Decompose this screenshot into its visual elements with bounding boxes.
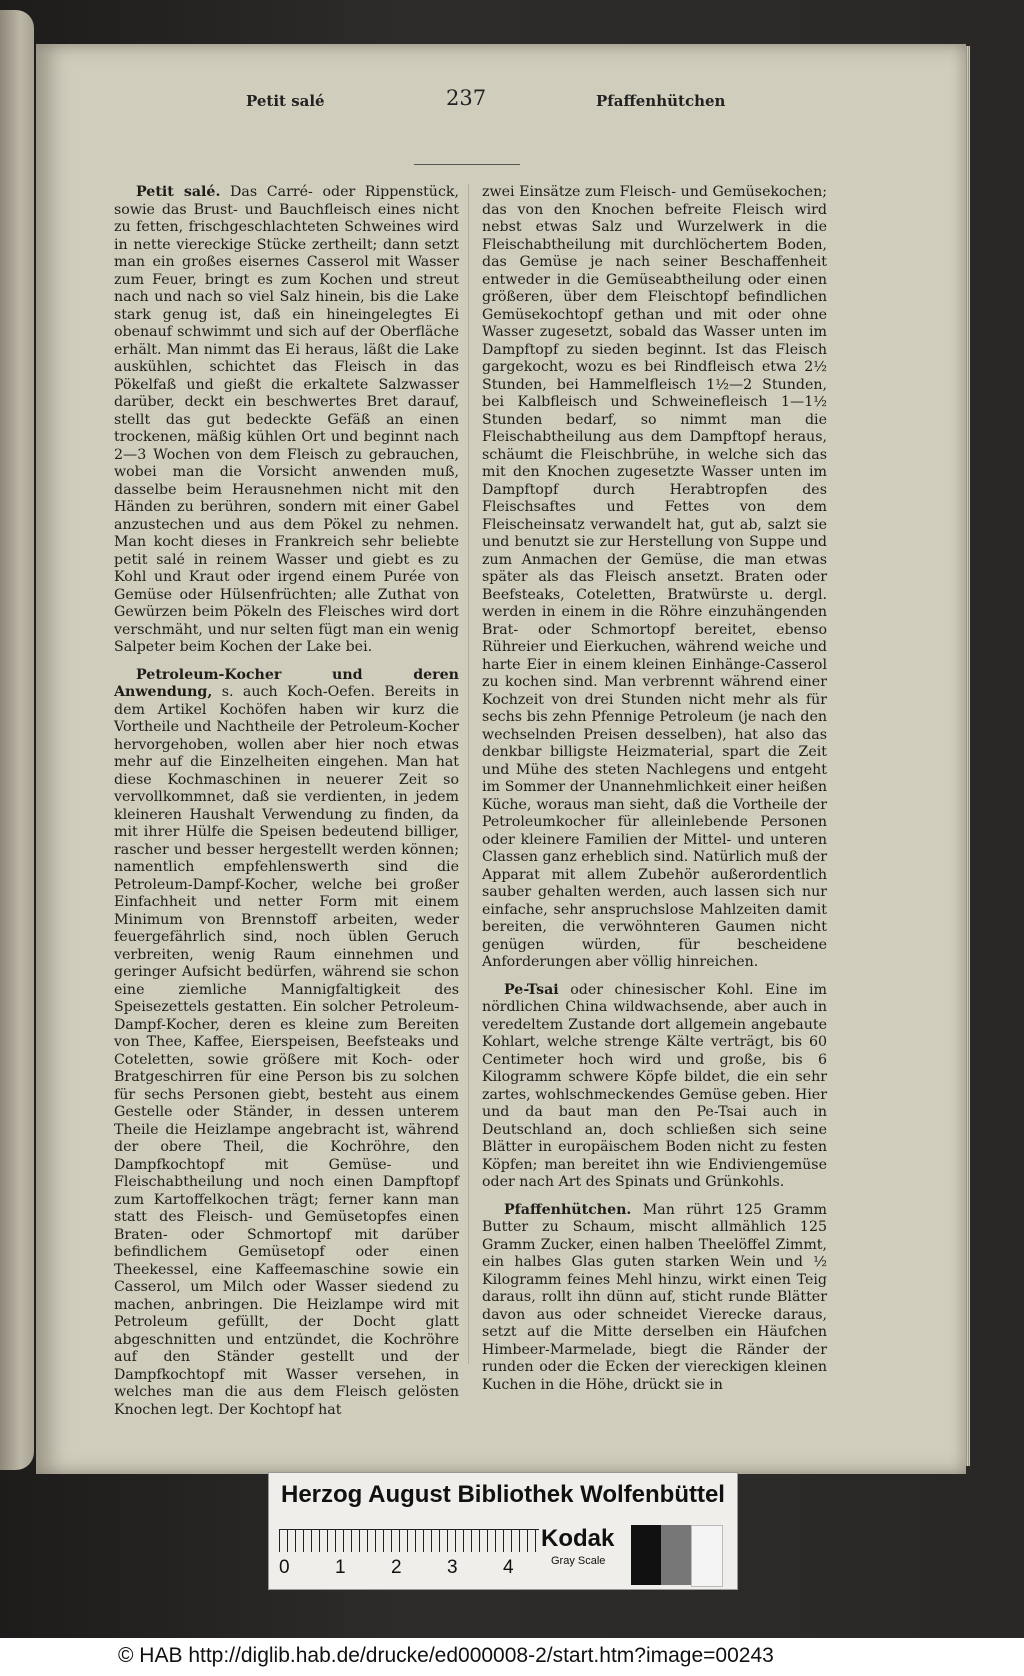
ruler-number: 0: [279, 1557, 290, 1578]
library-name: Herzog August Bibliothek Wolfenbüttel: [281, 1481, 725, 1508]
gray-patch-white: [691, 1525, 723, 1587]
entry-pfaffenhuetchen: [482, 1202, 827, 1395]
running-head-right: Pfaffenhütchen: [596, 92, 726, 110]
header-rule: [414, 164, 520, 165]
entry-petroleum-kocher: [114, 667, 459, 1420]
footer-bar: [0, 1638, 1024, 1676]
ruler-number: 1: [335, 1557, 346, 1578]
entry-pe-tsai: [482, 982, 827, 1192]
entry-continuation: [482, 184, 827, 972]
headword: Pe-Tsai: [504, 981, 559, 998]
headword: Pfaffenhütchen.: [504, 1201, 632, 1218]
book-page: [36, 44, 966, 1474]
page-number: 237: [446, 86, 487, 110]
entry-text: s. auch Koch-Oefen. Bereits in dem Artikel Kochöfen haben wir kurz die Vortheile und Nachtheile der Petroleum-Kocher hervorgehoben, wollen aber hier noch etwas mehr auf die Einzelheiten eingehen. Man hat diese Kochmaschinen in neuerer Zeit so vervollkommnet, daß sie verdienten, in jedem kleineren Haushalt Verwendung zu finden, da mit ihrer Hülfe die Speisen bedeutend billiger, rascher und besser hergestellt werden können; namentlich empfehlenswerth sind die Petroleum-Dampf-Kocher, welche bei großer Einfachheit und netter Form mit einem Minimum von Brennstoff arbeiten, weder feuergefährlich sind, noch üblen Geruch verbreiten, wenig Raum einnehmen und geringer Aufsicht bedürfen, während sie schon eine ziemliche Mannigfaltigkeit des Speisezettels gestatten. Ein solcher Petroleum-Dampf-Kocher, deren es kleine zum Bereiten von Thee, Kaffee, Eierspeisen, Beefsteaks und Coteletten, sowie größere mit Koch- oder Bratgeschirren für eine Person bis zu solchen für sechs Personen giebt, besteht aus einem Gestelle oder Ständer, in dessen unterem Theile die Heizlampe angebracht ist, während der obere Theil, die Kochröhre, den Dampfkochtopf mit Gemüse- und Fleischabtheilung und noch einen Dampftopf zum Kartoffelkochen trägt; ferner kann man statt des Fleisch- und Gemüsetopfes einen Braten- oder Schmortopf mit darüber befindlichem Gemüsetopf oder einen Theekessel, eine Kaffeemaschine sowie ein Casserol, um Milch oder Wasser siedend zu machen, anbringen. Die Heizlampe wird mit Petroleum gefüllt, der Docht glatt abgeschnitten und entzündet, die Kochröhre auf den Ständer gestellt und der Dampfkochtopf mit Wasser versehen, in welches man die aus dem Fleisch gelösten Knochen legt. Der Kochtopf hat: [114, 684, 459, 1418]
ruler-number: 2: [391, 1557, 402, 1578]
ruler-number: 3: [447, 1557, 458, 1578]
entry-text: Das Carré- oder Rippenstück, sowie das Brust- und Bauchfleisch eines nicht zu fetten, frischgeschlachteten Schweines wird in nette viereckige Stücke zertheilt; dann setzt man ein großes eisernes Casserol mit Wasser zum Feuer, bringt es zum Kochen und streut nach und nach so viel Salz hinein, bis die Lake stark genug ist, daß ein hineingelegtes Ei obenauf schwimmt und sich auf der Oberfläche erhält. Man nimmt das Ei heraus, läßt die Lake auskühlen, schichtet das Fleisch in das Pökelfaß und gießt die erkaltete Salzwasser darüber, deckt ein beschwertes Bret darauf, stellt das gut bedeckte Gefäß an einen trockenen, mäßig kühlen Ort und beginnt nach 2—3 Wochen von dem Fleisch zu gebrauchen, wobei man die Vorsicht anwenden muß, dasselbe beim Herausnehmen nicht mit den Händen zu berühren, sondern mit einer Gabel anzustechen und aus dem Pökel zu nehmen. Man kocht dieses in Frankreich sehr beliebte petit salé in reinem Wasser und giebt es zu Kohl und Kraut oder irgend einem Purée von Gemüse oder Hülsenfrüchten; alle Zuthat von Gewürzen beim Pökeln des Fleisches wird dort verschmäht, und nur selten fügt man ein wenig Salpeter beim Kochen der Lake bei.: [114, 184, 459, 655]
credit-line: © HAB http://diglib.hab.de/drucke/ed000008-2/start.htm?image=00243: [118, 1644, 774, 1667]
scale-ruler: [279, 1529, 539, 1552]
headword: Petroleum-Kocher und deren Anwendung,: [114, 666, 459, 700]
column-divider: [468, 184, 469, 1364]
entry-petit-sale: [114, 184, 459, 657]
color-target-card: [268, 1472, 738, 1590]
gray-scale-label: Gray Scale: [551, 1555, 606, 1567]
ruler-number: 4: [503, 1557, 514, 1578]
kodak-logo: Kodak: [541, 1525, 615, 1552]
entry-text: Man rührt 125 Gramm Butter zu Schaum, mischt allmählich 125 Gramm Zucker, einen halben Theelöffel Zimmt, ein halbes Glas guten starken Wein und ½ Kilogramm feines Mehl hinzu, wirkt einen Teig daraus, rollt ihn dünn auf, sticht runde Blätter davon aus oder schneidet Vierecke daraus, setzt auf die Mitte derselben ein Häufchen Himbeer-Marmelade, biegt die Ränder der runden oder die Ecken der viereckigen kleinen Kuchen in die Höhe, drückt sie in: [482, 1201, 827, 1393]
gray-patch-black: [631, 1525, 661, 1585]
entry-text: oder chinesischer Kohl. Eine im nördlichen China wildwachsende, aber auch in veredeltem Zustande dort allgemein angebaute Kohlart, welche strenge Kälte verträgt, bis 60 Centimeter hoch wird und große, bis 6 Kilogramm schwere Köpfe bildet, die ein sehr zartes, wohlschmeckendes Gemüse geben. Hier und da baut man den Pe-Tsai auch in Deutschland an, doch schließen sich seine Blätter in europäischem Boden nicht zu festen Köpfen; man bereitet ihn wie Endiviengemüse oder nach Art des Spinats und Grünkohls.: [482, 981, 827, 1190]
running-head-left: Petit salé: [246, 92, 325, 110]
headword: Petit salé.: [136, 184, 221, 200]
entry-text: zwei Einsätze zum Fleisch- und Gemüsekochen; das von den Knochen befreite Fleisch wird nebst etwas Salz und Wurzelwerk in die Fleischabtheilung mit durchlöchertem Boden, das Gemüse je nach seiner Beschaffenheit entweder in die Gemüseabtheilung oder einen größeren, über dem Fleischtopf befindlichen Gemüsekochtopf gethan und mit oder ohne Wasser zugesetzt, sobald das Wasser unten im Dampftopf zu sieden beginnt. Ist das Fleisch gargekocht, wozu es bei Rindfleisch etwa 2½ Stunden, bei Hammelfleisch 1½—2 Stunden, bei Kalbfleisch und Schweinefleisch 1—1½ Stunden bedarf, so nimmt man die Fleischabtheilung aus dem Dampftopf heraus, schäumt die Fleischbrühe, in welche sich das mit den Knochen zugesetzte Wasser unten im Dampftopf durch Herabtropfen des Fleischsaftes und Fettes von dem Fleischeinsatz verwandelt hat, gut ab, salzt sie und benutzt sie zur Herstellung von Suppe und zum Anmachen der Gemüse, die man etwas später als das Fleisch ansetzt. Braten oder Beefsteaks, Coteletten, Bratwürste u. dergl. werden in einem in die Röhre einzuhängenden Brat- oder Schmortopf bereitet, ebenso Rühreier und Eierkuchen, während weiche und harte Eier in einem kleinen Einhänge-Casserol zu kochen sind. Man verbrennt während einer Kochzeit von drei Stunden nicht mehr als für sechs bis zehn Pfennige Petroleum (je nach den wechselnden Preisen desselben), hat also das denkbar billigste Heizmaterial, spart die Zeit und Mühe des steten Nachlegens und entgeht im Sommer der Unannehmlichkeit einer heißen Küche, woraus man sieht, daß die Vortheile der Petroleumkocher für alleinlebende Personen oder kleinere Familien der Mittel- und unteren Classen ganz erheblich sind. Natürlich muß der Apparat mit allem Zubehör außerordentlich sauber gehalten werden, auch lassen sich nur einfache, sehr anspruchslose Mahlzeiten damit bereiten, die verwöhnteren Gaumen nicht genügen würden, für bescheidene Anforderungen aber völlig hinreichen.: [482, 184, 827, 970]
right-column: [482, 184, 827, 1404]
gray-patch-mid: [661, 1525, 691, 1585]
facing-page-edge: [0, 10, 34, 1470]
left-column: [114, 184, 459, 1429]
